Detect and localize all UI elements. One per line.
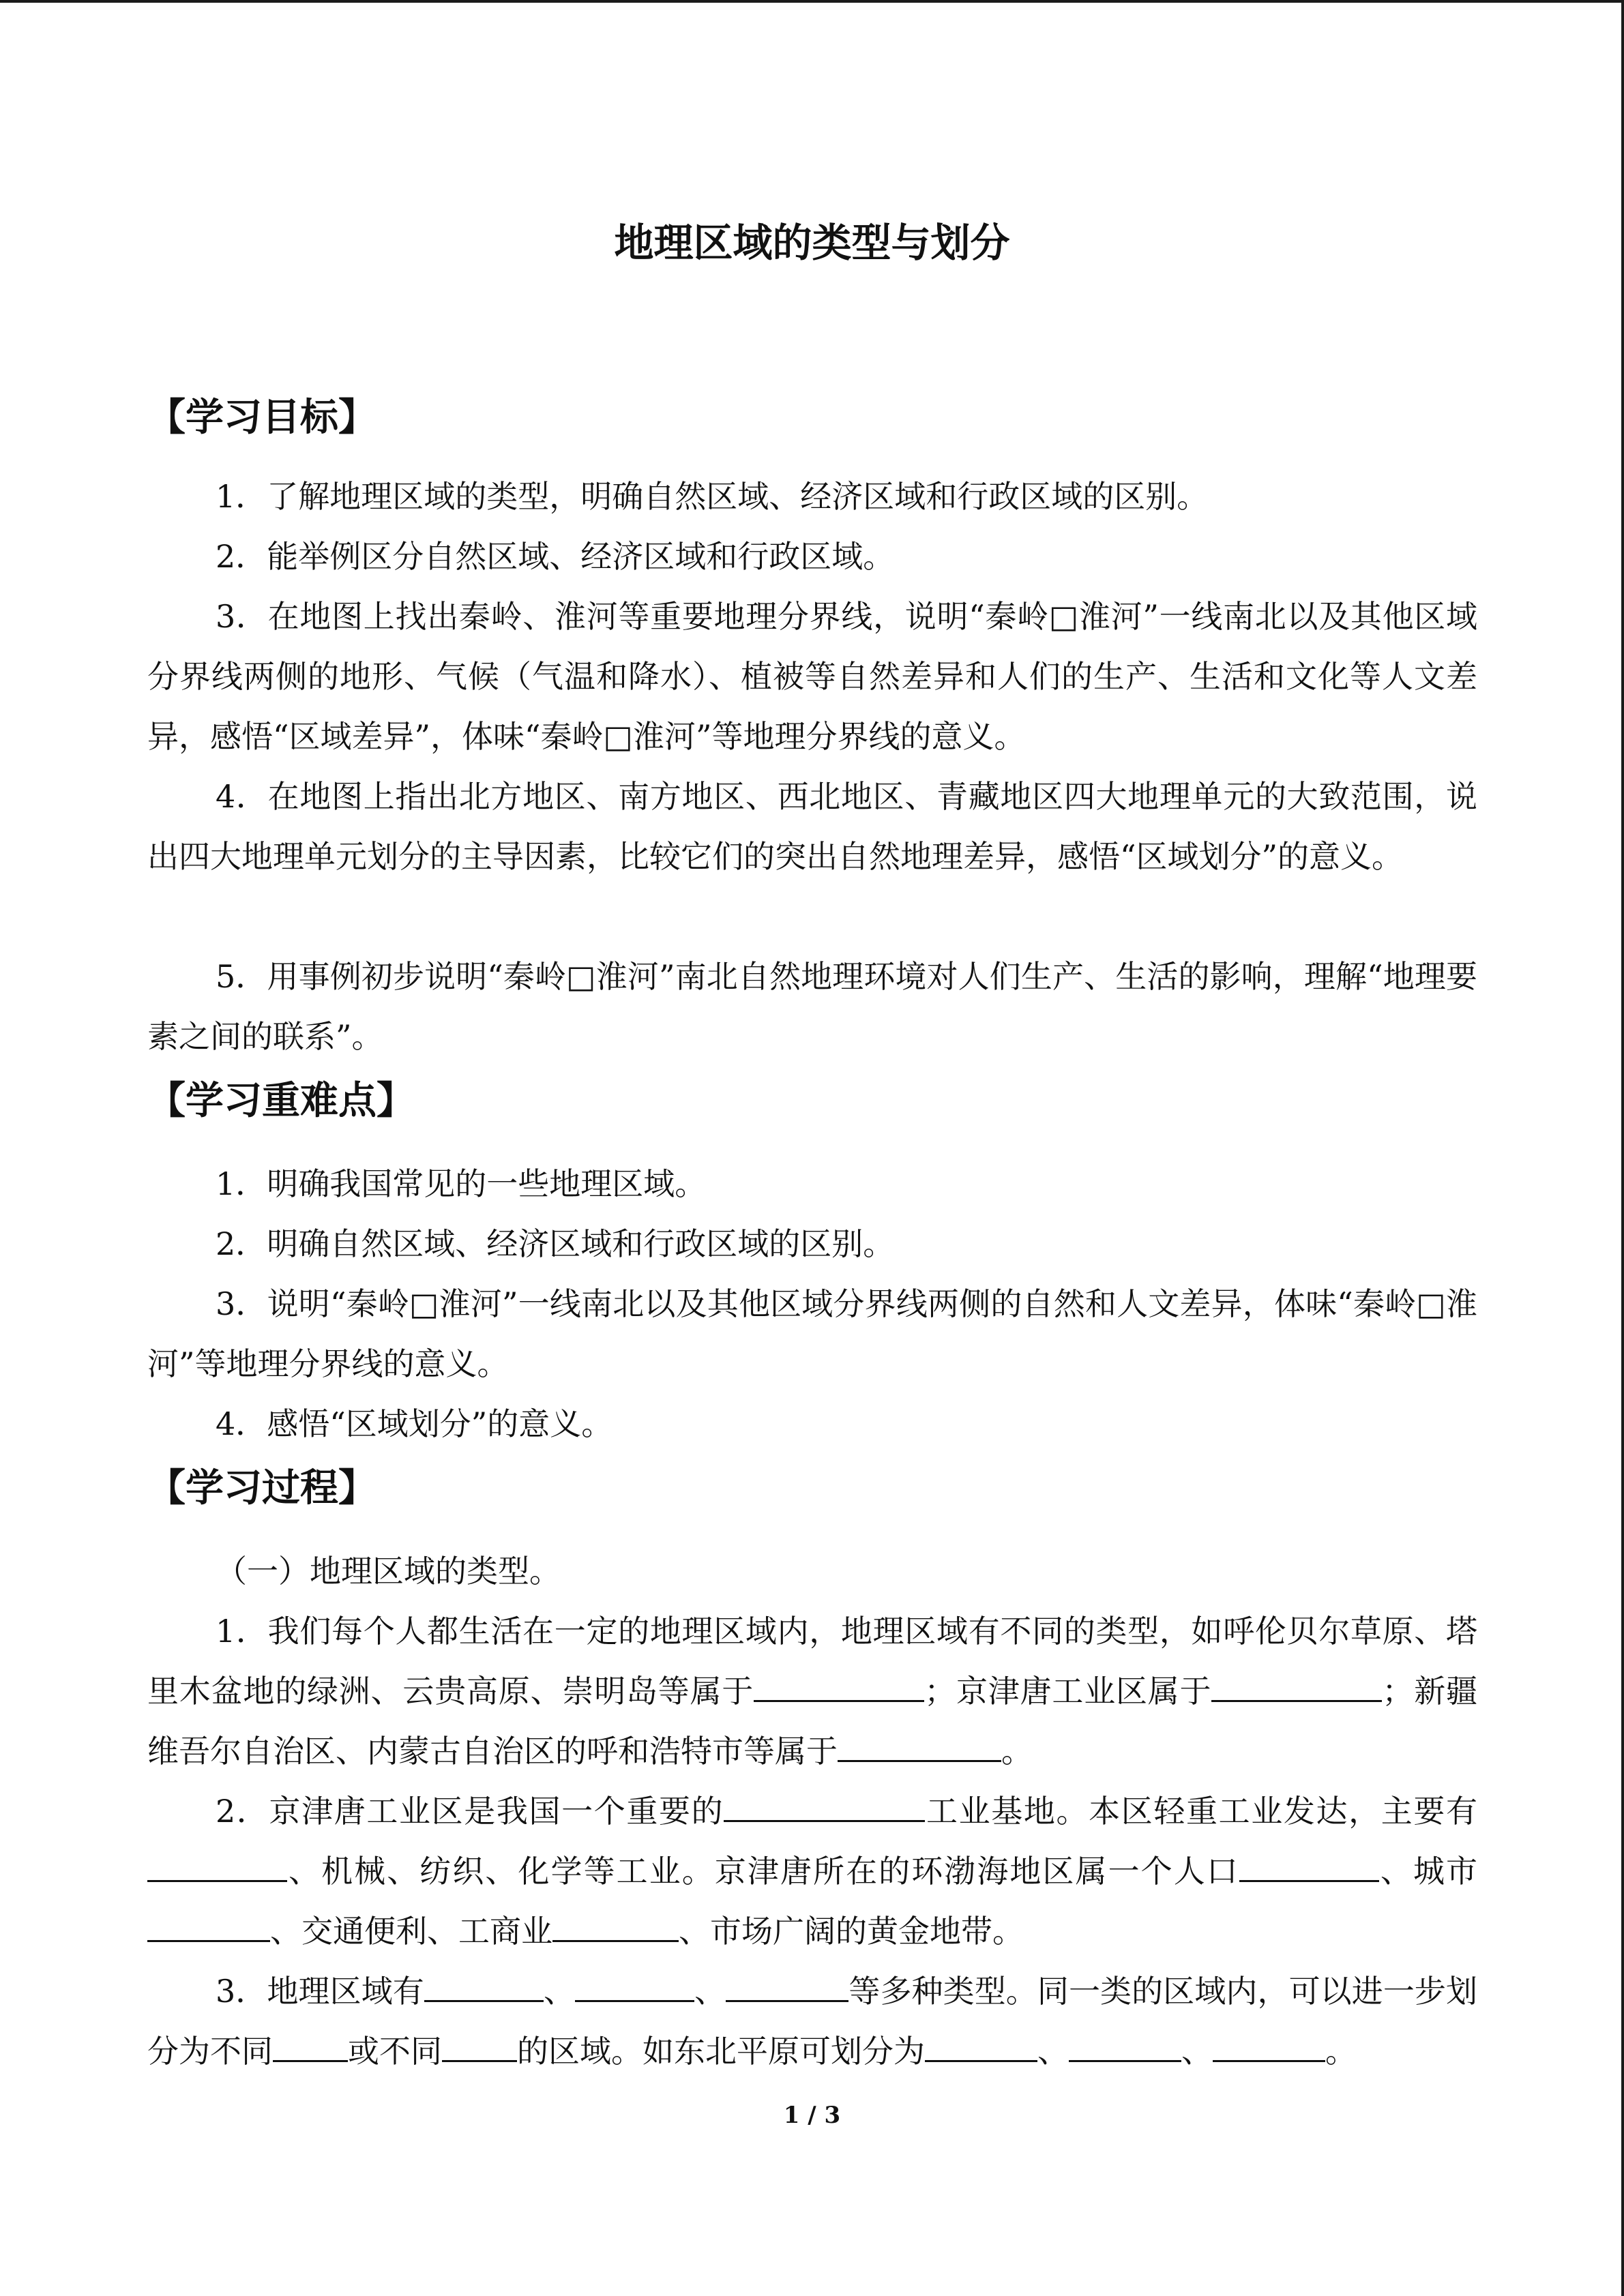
question-text: 3．地理区域有 bbox=[216, 1973, 424, 2010]
objective-item: 4．在地图上指出北方地区、南方地区、西北地区、青藏地区四大地理单元的大致范围，说出四大地理单元划分的主导因素，比较它们的突出自然地理差异，感悟“区域划分”的意义。 bbox=[147, 778, 1477, 875]
answer-blank[interactable] bbox=[442, 2033, 517, 2062]
answer-blank[interactable] bbox=[724, 1793, 925, 1822]
key-point-item: 1．明确我国常见的一些地理区域。 bbox=[216, 1165, 707, 1202]
key-point-item: 4．感悟“区域划分”的意义。 bbox=[216, 1405, 613, 1442]
page-title: 地理区域的类型与划分 bbox=[614, 220, 1010, 266]
answer-blank[interactable] bbox=[273, 2033, 348, 2062]
key-point-item: 2．明确自然区域、经济区域和行政区域的区别。 bbox=[216, 1225, 895, 1262]
answer-blank[interactable] bbox=[838, 1733, 1001, 1762]
question-text: 、 bbox=[543, 1973, 576, 2010]
answer-blank[interactable] bbox=[147, 1853, 287, 1882]
answer-blank[interactable] bbox=[754, 1673, 924, 1702]
question-text: 、 bbox=[1181, 2033, 1213, 2070]
answer-blank[interactable] bbox=[925, 2033, 1037, 2062]
question-text: 。 bbox=[1001, 1733, 1033, 1770]
answer-blank[interactable] bbox=[1239, 1853, 1379, 1882]
question-3 bbox=[147, 1961, 1477, 2081]
key-point-item: 3．说明“秦岭□淮河”一线南北以及其他区域分界线两侧的自然和人文差异，体味“秦岭□淮河”等地理分界线的意义。 bbox=[147, 1285, 1477, 1382]
question-text: 的区域。如东北平原可划分为 bbox=[517, 2033, 925, 2070]
section-heading-objectives: 【学习目标】 bbox=[147, 395, 377, 440]
answer-blank[interactable] bbox=[147, 1913, 270, 1942]
question-text: ；新疆维吾尔自治区、内蒙古自治区的呼和浩特市等属于 bbox=[147, 1673, 1478, 1770]
question-text: 工业基地。本区轻重工业发达，主要有 bbox=[925, 1793, 1477, 1830]
answer-blank[interactable] bbox=[552, 1913, 679, 1942]
objective-item: 1．了解地理区域的类型，明确自然区域、经济区域和行政区域的区别。 bbox=[216, 478, 1209, 515]
answer-blank[interactable] bbox=[726, 1973, 848, 2002]
question-text: 、市场广阔的黄金地带。 bbox=[679, 1913, 1024, 1950]
question-text: 1．我们每个人都生活在一定的地理区域内，地理区域有不同的类型，如呼伦贝尔草原、塔里木盆地的绿洲、云贵高原、崇明岛等属于 bbox=[147, 1613, 1477, 1710]
question-text: 、 bbox=[1037, 2033, 1069, 2070]
answer-blank[interactable] bbox=[1211, 1673, 1382, 1702]
answer-blank[interactable] bbox=[575, 1973, 694, 2002]
question-1 bbox=[147, 1601, 1477, 1781]
question-text: 2．京津唐工业区是我国一个重要的 bbox=[216, 1793, 724, 1830]
objective-item: 2．能举例区分自然区域、经济区域和行政区域。 bbox=[216, 538, 895, 575]
question-text: 、机械、纺织、化学等工业。京津唐所在的环渤海地区属一个人口 bbox=[287, 1853, 1239, 1890]
question-text: 、交通便利、工商业 bbox=[270, 1913, 552, 1950]
objective-item: 5．用事例初步说明“秦岭□淮河”南北自然地理环境对人们生产、生活的影响，理解“地理要素之间的联系”。 bbox=[147, 958, 1477, 1055]
page-number: 1 / 3 bbox=[783, 2102, 841, 2129]
section-heading-process: 【学习过程】 bbox=[147, 1465, 377, 1510]
process-subheading: （一）地理区域的类型。 bbox=[216, 1553, 561, 1590]
answer-blank[interactable] bbox=[424, 1973, 544, 2002]
answer-blank[interactable] bbox=[1213, 2033, 1325, 2062]
question-text: 等多种类型。同一类的区域内，可以进一步划分为不同 bbox=[147, 1973, 1478, 2070]
question-text: 、 bbox=[694, 1973, 726, 2010]
section-heading-key-points: 【学习重难点】 bbox=[147, 1078, 415, 1123]
question-text: ；京津唐工业区属于 bbox=[924, 1673, 1212, 1710]
objective-item: 3．在地图上找出秦岭、淮河等重要地理分界线，说明“秦岭□淮河”一线南北以及其他区域分界线两侧的地形、气候（气温和降水）、植被等自然差异和人们的生产、生活和文化等人文差异，感悟“区域差异”，体味“秦岭□淮河”等地理分界线的意义。 bbox=[147, 598, 1477, 755]
question-text: 、城市 bbox=[1378, 1853, 1478, 1890]
answer-blank[interactable] bbox=[1069, 2033, 1181, 2062]
question-2 bbox=[147, 1781, 1477, 1961]
question-text: 或不同 bbox=[348, 2033, 442, 2070]
question-text: 。 bbox=[1325, 2033, 1357, 2070]
